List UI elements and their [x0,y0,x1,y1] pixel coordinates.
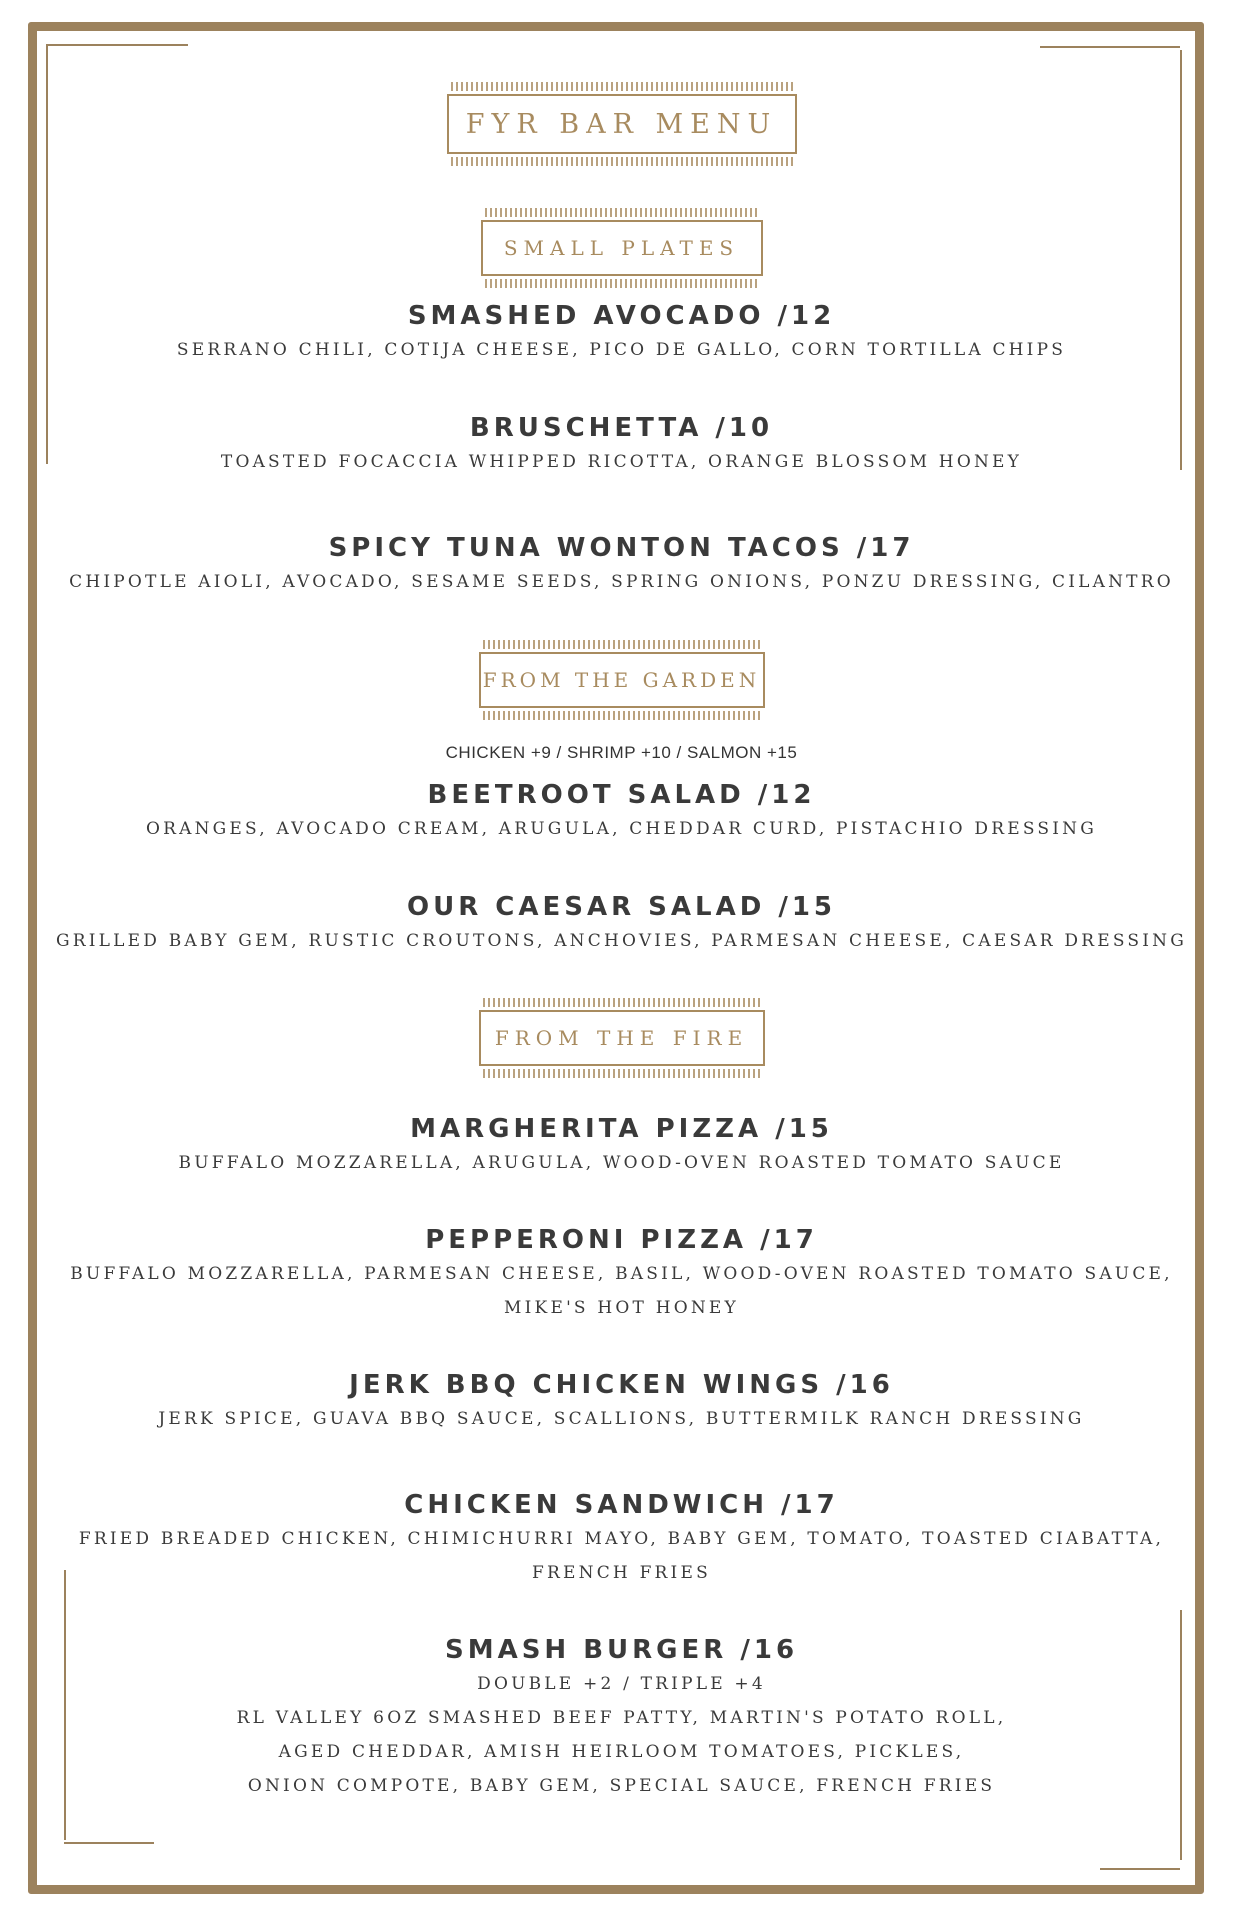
item-name-beetroot-salad: BEETROOT SALAD /12 [427,780,816,810]
item-name-our-caesar-salad: OUR CAESAR SALAD /15 [406,892,837,922]
protein-addons: CHICKEN +9 / SHRIMP +10 / SALMON +15 [445,743,798,762]
frame-inner-line-bottom [64,1842,154,1844]
item-desc-smash-burger-line-2: AGED CHEDDAR, AMISH HEIRLOOM TOMATOES, PICKLES, [278,1742,965,1762]
item-desc-pepperoni-pizza-line-1: BUFFALO MOZZARELLA, PARMESAN CHEESE, BASIL, WOOD-OVEN ROASTED TOMATO SAUCE, [70,1264,1173,1284]
frame-inner-line-bottom-left [64,1570,66,1840]
item-name-margherita-pizza: MARGHERITA PIZZA /15 [410,1114,833,1144]
frame-inner-line-bottom-right-h [1100,1868,1180,1870]
item-desc-bruschetta: TOASTED FOCACCIA WHIPPED RICOTTA, ORANGE BLOSSOM HONEY [220,452,1023,472]
frame-inner-line-left [46,44,48,464]
item-name-jerk-bbq-chicken-wings: JERK BBQ CHICKEN WINGS /16 [349,1370,894,1400]
item-name-spicy-tuna-wonton-tacos: SPICY TUNA WONTON TACOS /17 [328,533,915,563]
section-badge-from-the-garden [479,652,765,708]
section-badge-from-the-fire [479,1010,765,1066]
item-desc-pepperoni-pizza-line-2: MIKE'S HOT HONEY [504,1298,739,1318]
item-name-pepperoni-pizza: PEPPERONI PIZZA /17 [425,1225,818,1255]
section-title-small-plates: SMALL PLATES [503,236,740,260]
section-badge-small-plates [481,220,763,276]
section-title-from-the-fire: FROM THE FIRE [494,1026,749,1050]
item-desc-chicken-sandwich-line-2: FRENCH FRIES [532,1563,711,1583]
item-desc-smash-burger-line-1: RL VALLEY 6OZ SMASHED BEEF PATTY, MARTIN'S POTATO ROLL, [236,1708,1007,1728]
item-desc-smash-burger-line-3: ONION COMPOTE, BABY GEM, SPECIAL SAUCE, FRENCH FRIES [247,1776,996,1796]
item-name-chicken-sandwich: CHICKEN SANDWICH /17 [404,1490,839,1520]
item-name-bruschetta: BRUSCHETTA /10 [469,413,774,443]
item-desc-smash-burger-addons: DOUBLE +2 / TRIPLE +4 [477,1674,766,1694]
item-desc-our-caesar-salad: GRILLED BABY GEM, RUSTIC CROUTONS, ANCHOVIES, PARMESAN CHEESE, CAESAR DRESSING [55,931,1187,951]
menu-title-badge [447,94,797,154]
item-desc-spicy-tuna-wonton-tacos: CHIPOTLE AIOLI, AVOCADO, SESAME SEEDS, SPRING ONIONS, PONZU DRESSING, CILANTRO [69,572,1174,592]
section-title-from-the-garden: FROM THE GARDEN [482,668,761,692]
item-desc-beetroot-salad: ORANGES, AVOCADO CREAM, ARUGULA, CHEDDAR CURD, PISTACHIO DRESSING [145,819,1098,839]
item-desc-chicken-sandwich-line-1: FRIED BREADED CHICKEN, CHIMICHURRI MAYO, BABY GEM, TOMATO, TOASTED CIABATTA, [78,1529,1165,1549]
item-desc-jerk-bbq-chicken-wings: JERK SPICE, GUAVA BBQ SAUCE, SCALLIONS, BUTTERMILK RANCH DRESSING [158,1409,1085,1429]
frame-inner-line-right [1180,50,1182,470]
item-desc-smashed-avocado: SERRANO CHILI, COTIJA CHEESE, PICO DE GALLO, CORN TORTILLA CHIPS [176,340,1067,360]
frame-inner-line-top-right [1040,46,1180,48]
item-name-smashed-avocado: SMASHED AVOCADO /12 [407,301,836,331]
frame-inner-line-top-left [48,44,188,46]
menu-title: FYR BAR MENU [465,108,778,140]
item-name-smash-burger: SMASH BURGER /16 [444,1635,799,1665]
item-desc-margherita-pizza: BUFFALO MOZZARELLA, ARUGULA, WOOD-OVEN ROASTED TOMATO SAUCE [178,1153,1065,1173]
